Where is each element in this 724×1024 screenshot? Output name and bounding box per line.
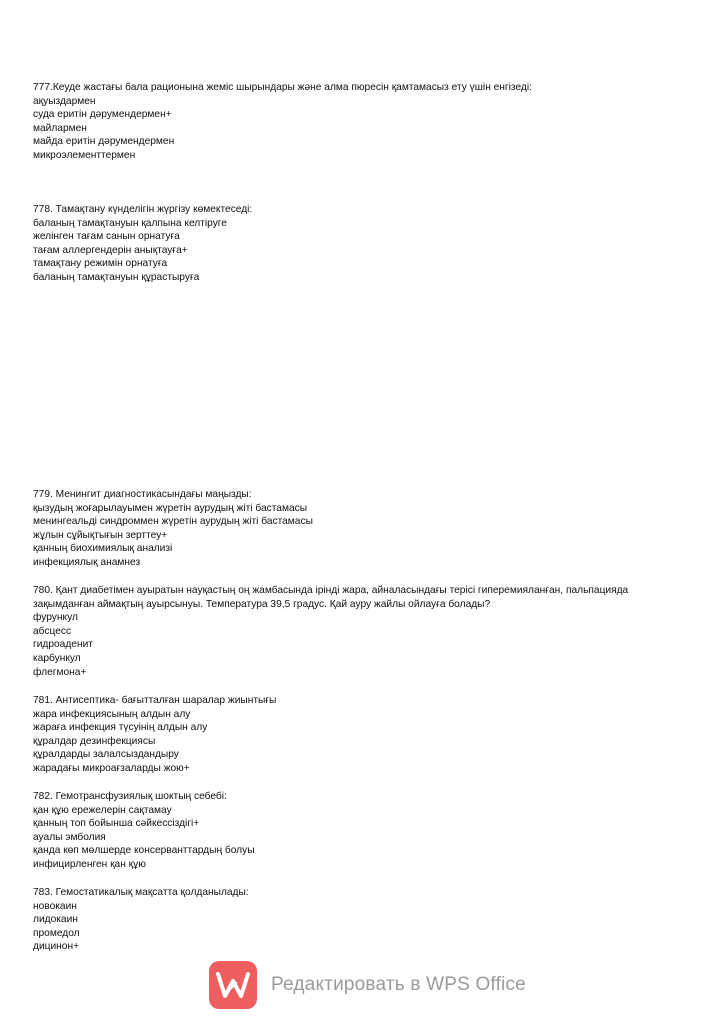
answer-option: майда еритін дәрумендермен xyxy=(33,136,175,148)
answer-option: қанның топ бойынша сәйкессіздігі+ xyxy=(33,818,200,830)
answer-option: қан құю ережелерін сақтамау xyxy=(33,804,172,816)
question-title: 782. Гемотрансфузиялық шоктың себебі: xyxy=(33,791,227,802)
wps-logo-glyph xyxy=(216,971,250,999)
answer-option: баланың тамақтануын қалпына келтіруге xyxy=(33,217,227,229)
question-782 xyxy=(33,790,673,872)
question-title: 778. Тамақтану күнделігін жүргізу көмектеседі: xyxy=(33,204,253,215)
answer-option: жараға инфекция түсуінің алдын алу xyxy=(33,722,208,734)
answer-option: новокаин xyxy=(33,900,77,912)
answer-option: желінген тағам санын орнатуға xyxy=(33,231,180,243)
answer-option: баланың тамақтануын құрастыруға xyxy=(33,271,200,283)
question-title: 780. Қант диабетімен ауыратын науқастың оң жамбасында ірінді жара, айналасындағы терісі гиперемияланған, пальпацияда зақымданған аймақтың ауырсынуы. Температура 39,5 градус. Қай ауру жайлы ойлауға болады? xyxy=(33,585,629,610)
answer-option: тағам аллергендерін анықтауға+ xyxy=(33,244,188,256)
answer-option: флегмона+ xyxy=(33,666,87,678)
question-777 xyxy=(33,81,673,163)
answer-option: микроэлементтермен xyxy=(33,149,136,161)
answer-option: жара инфекциясының алдын алу xyxy=(33,708,191,720)
question-783 xyxy=(33,886,673,954)
question-title: 783. Гемостатикалық мақсатта қолданылады: xyxy=(33,887,249,898)
answer-option: қанда көп мөлшерде консерванттардың болуы xyxy=(33,845,255,857)
answer-option: инфицирленген қан құю xyxy=(33,858,146,870)
answer-option: жарадағы микроағзаларды жою+ xyxy=(33,762,190,774)
answer-option: құралдарды залалсыздандыру xyxy=(33,749,179,761)
answer-option: тамақтану режимін орнатуға xyxy=(33,258,168,270)
question-780 xyxy=(33,584,673,679)
answer-option: промедол xyxy=(33,927,80,939)
answer-option: ақуыздармен xyxy=(33,95,96,107)
question-778 xyxy=(33,203,673,285)
answer-option: қанның биохимиялық анализі xyxy=(33,543,173,555)
answer-option: ауалы эмболия xyxy=(33,831,106,843)
answer-option: инфекциялық анамнез xyxy=(33,556,141,568)
answer-option: жұлын сұйықтығын зерттеу+ xyxy=(33,529,168,541)
answer-option: гидроаденит xyxy=(33,639,93,651)
question-781 xyxy=(33,694,673,776)
answer-option: қызудың жоғарылауымен жүретін аурудың жіті бастамасы xyxy=(33,502,308,514)
answer-option: дицинон+ xyxy=(33,941,80,953)
wps-logo-icon[interactable] xyxy=(209,961,257,1009)
answer-option: фурункул xyxy=(33,612,78,624)
edit-in-wps-banner[interactable] xyxy=(209,960,526,1010)
edit-in-wps-label[interactable]: Редактировать в WPS Office xyxy=(271,974,526,995)
answer-option: менингеальді синдроммен жүретін аурудың жіті бастамасы xyxy=(33,516,313,528)
question-title: 779. Менингит диагностикасындағы маңызды: xyxy=(33,489,252,500)
answer-option: лидокаин xyxy=(33,914,78,926)
question-779 xyxy=(33,488,673,570)
answer-option: құралдар дезинфекциясы xyxy=(33,735,156,747)
question-title: 777.Кеуде жастағы бала рационына жеміс шырындары және алма пюресін қамтамасыз ету үшін енгізеді: xyxy=(33,82,532,93)
answer-option: суда еритін дәрумендермен+ xyxy=(33,109,172,121)
answer-option: абсцесс xyxy=(33,625,72,637)
answer-option: майлармен xyxy=(33,122,87,134)
question-title: 781. Антисептика- бағытталған шаралар жиынтығы xyxy=(33,695,277,706)
answer-option: карбункул xyxy=(33,652,81,664)
